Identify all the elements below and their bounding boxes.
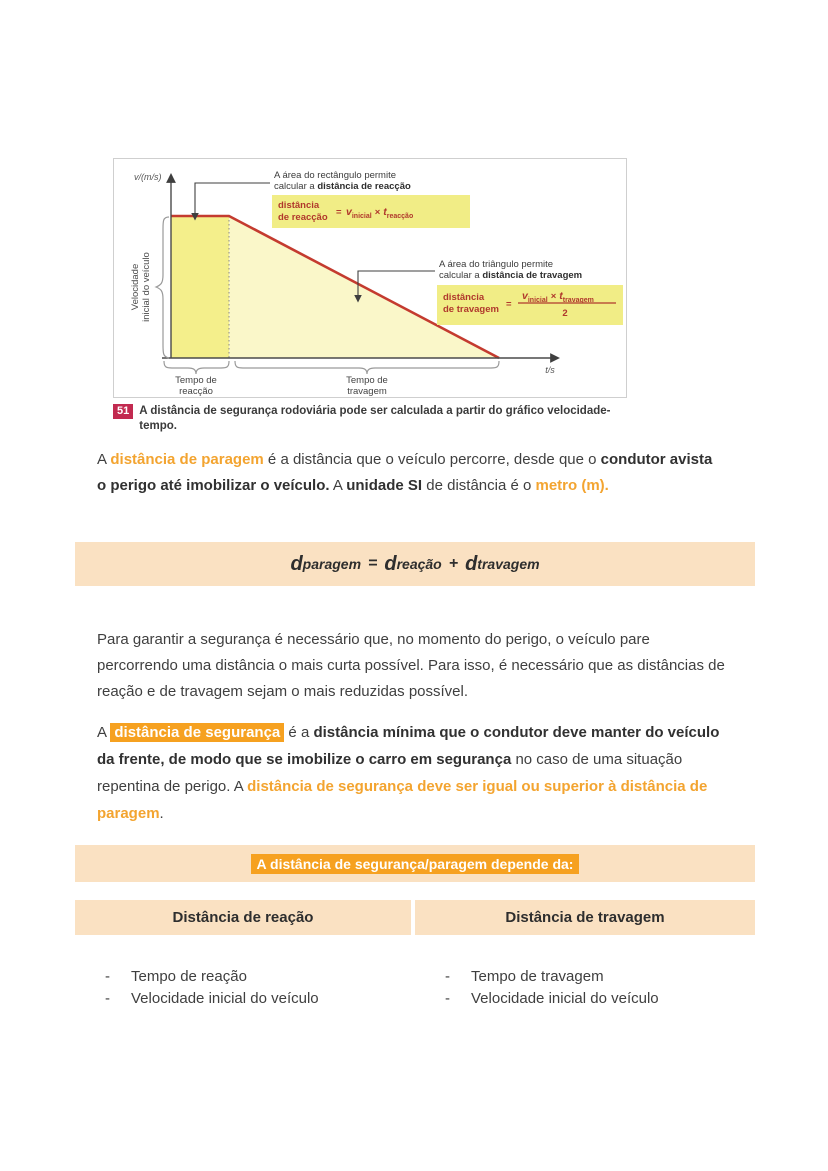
braking-annotation-line1: A área do triângulo permite bbox=[439, 259, 554, 270]
p3-highlighted-safety-distance: distância de segurança bbox=[110, 723, 284, 742]
x-axis-label: t/s bbox=[545, 365, 555, 375]
braking-annotation-bold: distância de travagem bbox=[482, 270, 583, 281]
reaction-formula-label2: de reacção bbox=[278, 212, 328, 223]
p3-text: A bbox=[97, 724, 111, 741]
figure-frame bbox=[113, 158, 627, 398]
formula-d-reacao: d bbox=[384, 552, 397, 575]
braking-formula-t-sub: travagem bbox=[562, 297, 594, 304]
braking-formula-label2: de travagem bbox=[443, 304, 499, 315]
p3-text: é a bbox=[284, 724, 314, 741]
reaction-time-label bbox=[175, 375, 217, 397]
velocity-time-graph bbox=[114, 159, 628, 397]
paragraph-shortest-distance: Para garantir a segurança é necessário que, no momento do perigo, o veículo pare percorrendo uma distância o mais curta possível. Para isso, é necessário que as distâncias de reação e de travagem sejam o mais reduzidas possível. bbox=[97, 631, 725, 700]
reaction-formula-times: × bbox=[374, 207, 381, 218]
reaction-formula-label1: distância bbox=[278, 200, 320, 211]
reaction-formula-equals: = bbox=[336, 207, 342, 218]
reaction-formula-v-sub: inicial bbox=[351, 213, 372, 220]
braking-formula-equals: = bbox=[506, 299, 512, 310]
braking-distance-list bbox=[445, 966, 659, 1010]
reaction-annotation-line2 bbox=[274, 181, 411, 192]
bullet-dash: - bbox=[105, 968, 110, 985]
initial-velocity-label-line2: inicial do veículo bbox=[141, 252, 152, 322]
formula-sub-travagem: travagem bbox=[477, 556, 540, 572]
depends-banner-title: A distância de segurança/paragem depende da: bbox=[251, 854, 580, 874]
reaction-time-brace bbox=[164, 361, 229, 374]
p1-text: A bbox=[329, 477, 347, 494]
reaction-annotation-line1: A área do rectângulo permite bbox=[274, 170, 396, 181]
formula-banner bbox=[75, 542, 755, 586]
braking-time-brace bbox=[235, 361, 499, 374]
braking-formula-v: v bbox=[522, 290, 528, 302]
reaction-area bbox=[171, 216, 229, 358]
p1-text: A bbox=[97, 451, 111, 468]
formula-d-travagem: d bbox=[465, 552, 478, 575]
list-item bbox=[105, 966, 319, 987]
depends-banner bbox=[75, 845, 755, 882]
table-header-braking-distance: Distância de travagem bbox=[415, 900, 755, 935]
list-item bbox=[105, 988, 319, 1009]
p3-text: . bbox=[159, 805, 164, 822]
p1-bold-si-unit: unidade SI bbox=[346, 477, 423, 494]
bullet-dash: - bbox=[105, 990, 110, 1007]
braking-formula-times: × bbox=[550, 291, 557, 302]
braking-time-label bbox=[346, 375, 388, 397]
list-item-label: Tempo de reação bbox=[131, 968, 247, 985]
p1-text: é a distância que o veículo percorre, desde que o bbox=[263, 451, 601, 468]
reaction-formula-v: v bbox=[346, 206, 352, 218]
list-item bbox=[445, 988, 659, 1009]
paragraph-stopping-distance bbox=[97, 447, 722, 499]
p1-highlight-metre: metro (m). bbox=[535, 477, 609, 494]
p3-orange-rule: distância de segurança deve ser igual ou superior à distância de paragem bbox=[97, 778, 708, 822]
reaction-formula-t: t bbox=[383, 206, 387, 218]
formula-equals: = bbox=[368, 555, 378, 572]
paragraph-safety-distance bbox=[97, 719, 729, 827]
figure-caption-row bbox=[113, 404, 629, 434]
initial-velocity-brace bbox=[156, 217, 169, 358]
braking-annotation-prefix: calcular a bbox=[439, 270, 483, 281]
reaction-annotation-prefix: calcular a bbox=[274, 181, 318, 192]
list-item bbox=[445, 966, 659, 987]
braking-formula-t: t bbox=[559, 290, 563, 302]
formula-d-paragem: d bbox=[290, 552, 303, 575]
reaction-time-label-line1: Tempo de bbox=[175, 375, 217, 386]
p1-text: de distância é o bbox=[422, 477, 536, 494]
braking-time-label-line2: travagem bbox=[347, 386, 387, 397]
reaction-connector-arrow bbox=[195, 183, 270, 219]
braking-time-label-line1: Tempo de bbox=[346, 375, 388, 386]
initial-velocity-label bbox=[130, 252, 152, 322]
reaction-distance-list bbox=[105, 966, 319, 1010]
p3-bold-definition: distância mínima que o condutor deve manter do veículo da frente, de modo que se imobilize o carro em segurança bbox=[97, 724, 720, 768]
braking-formula-denominator: 2 bbox=[562, 308, 568, 319]
list-item-label: Velocidade inicial do veículo bbox=[471, 990, 659, 1007]
y-axis-label: v/(m/s) bbox=[134, 172, 162, 182]
formula-plus: + bbox=[448, 555, 459, 572]
braking-annotation-line2 bbox=[439, 270, 582, 281]
p1-bold: condutor avista o perigo até imobilizar o veículo. bbox=[97, 451, 713, 494]
reaction-formula-t-sub: reacção bbox=[386, 213, 414, 220]
bullet-dash: - bbox=[445, 990, 450, 1007]
p1-highlight-stopping-distance: distância de paragem bbox=[110, 451, 264, 468]
figure-number-badge: 51 bbox=[113, 404, 133, 419]
braking-formula-label1: distância bbox=[443, 292, 485, 303]
table-header-reaction-distance: Distância de reação bbox=[75, 900, 411, 935]
initial-velocity-label-line1: Velocidade bbox=[130, 263, 141, 311]
p3-text: no caso de uma situação repentina de perigo. A bbox=[97, 751, 683, 795]
velocity-time-figure bbox=[113, 158, 629, 434]
list-item-label: Tempo de travagem bbox=[471, 968, 604, 985]
formula-sub-reacao: reação bbox=[396, 556, 442, 572]
formula-sub-paragem: paragem bbox=[302, 556, 362, 572]
braking-formula-v-sub: inicial bbox=[527, 297, 548, 304]
bullet-dash: - bbox=[445, 968, 450, 985]
figure-caption: A distância de segurança rodoviária pode ser calculada a partir do gráfico velocidade-tempo. bbox=[139, 405, 611, 432]
reaction-annotation-bold: distância de reacção bbox=[317, 181, 411, 192]
reaction-time-label-line2: reacção bbox=[179, 386, 213, 397]
list-item-label: Velocidade inicial do veículo bbox=[131, 990, 319, 1007]
